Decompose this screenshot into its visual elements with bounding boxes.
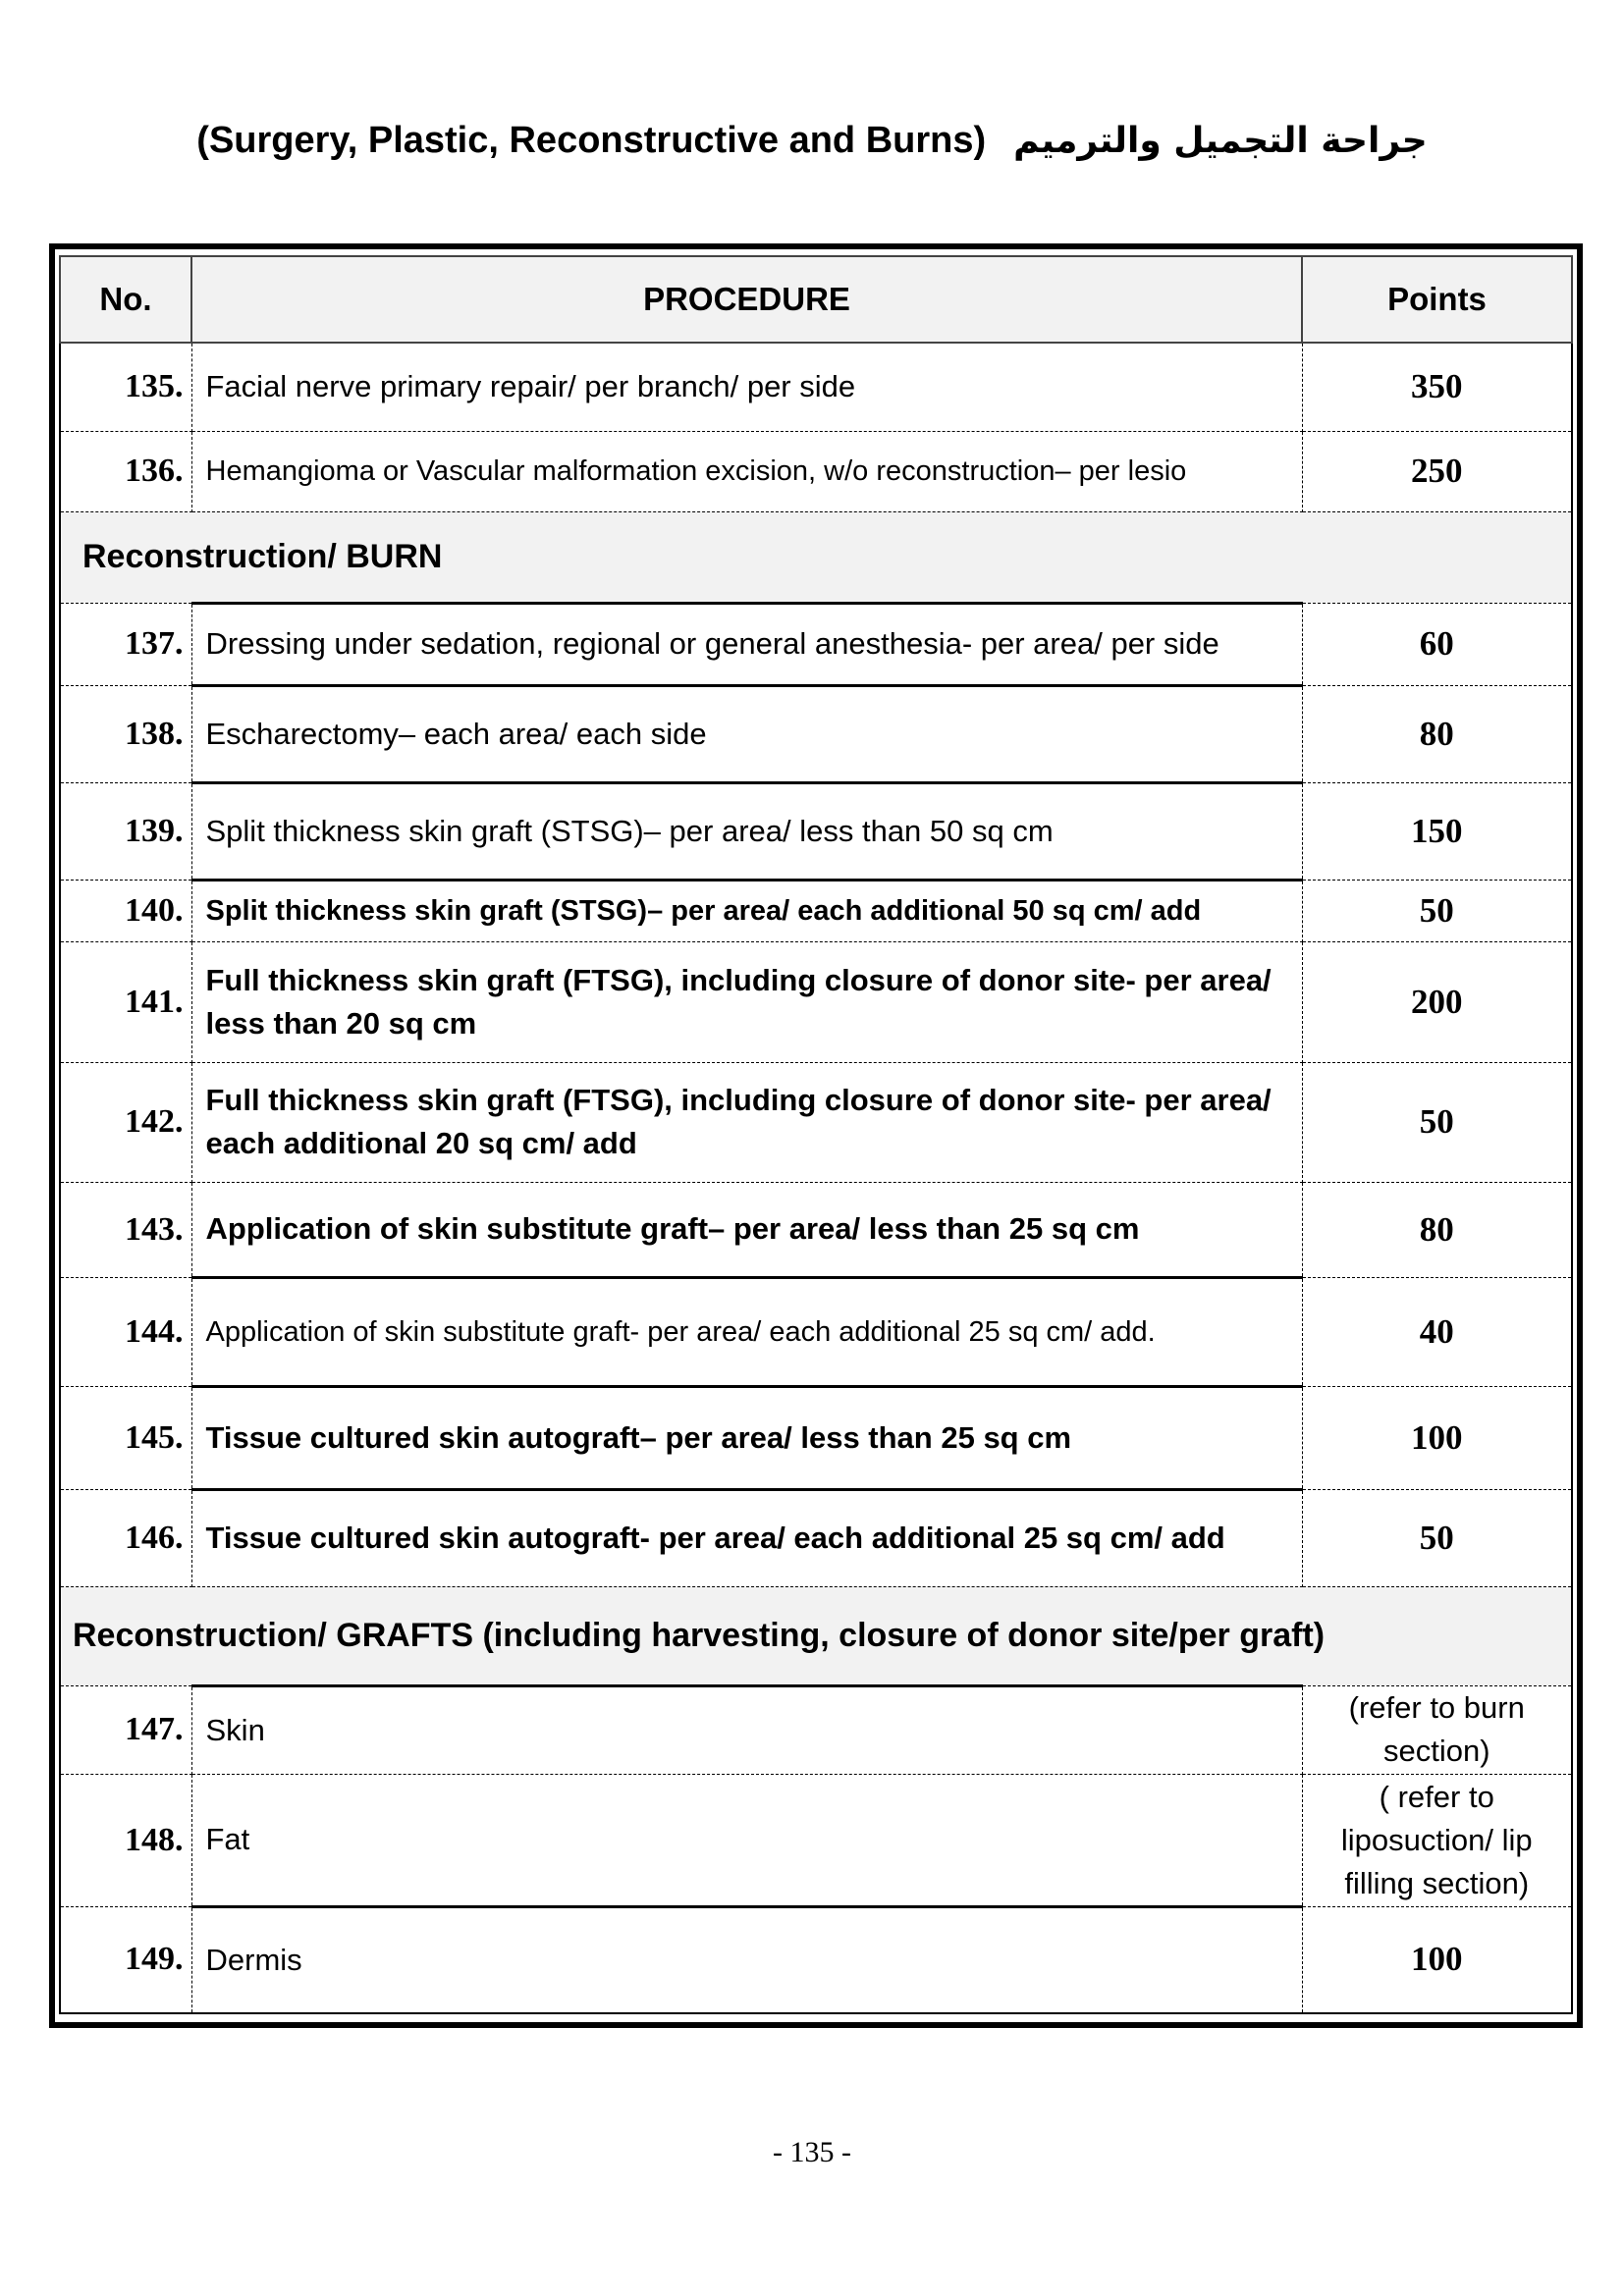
row-procedure: Hemangioma or Vascular malformation excision, w/o reconstruction– per lesio: [191, 431, 1302, 511]
section-row: [60, 511, 1572, 603]
row-no: 141.: [60, 941, 191, 1062]
title-english: (Surgery, Plastic, Reconstructive and Burns): [196, 120, 987, 161]
row-no: 143.: [60, 1182, 191, 1277]
table-header-row: [60, 256, 1572, 343]
section-heading-burn: Reconstruction/ BURN: [60, 511, 1572, 603]
row-no: 140.: [60, 880, 191, 941]
procedures-table: [59, 255, 1573, 2014]
row-points: 60: [1302, 603, 1572, 685]
section-heading-grafts: Reconstruction/ GRAFTS (including harvesting, closure of donor site/per graft): [60, 1586, 1572, 1685]
table-row: [60, 782, 1572, 880]
row-points: 50: [1302, 880, 1572, 941]
row-no: 146.: [60, 1489, 191, 1586]
table-row: [60, 1062, 1572, 1182]
row-procedure: Application of skin substitute graft- per area/ each additional 25 sq cm/ add.: [191, 1277, 1302, 1386]
row-no: 148.: [60, 1774, 191, 1906]
row-points: 350: [1302, 343, 1572, 431]
table-row: [60, 685, 1572, 782]
row-points: ( refer to liposuction/ lip filling section): [1302, 1774, 1572, 1906]
row-procedure: Tissue cultured skin autograft– per area/ less than 25 sq cm: [191, 1386, 1302, 1489]
row-procedure: Full thickness skin graft (FTSG), including closure of donor site- per area/ less than 20 sq cm: [191, 941, 1302, 1062]
row-points: 40: [1302, 1277, 1572, 1386]
table-row: [60, 1685, 1572, 1774]
row-procedure: Full thickness skin graft (FTSG), including closure of donor site- per area/ each additional 20 sq cm/ add: [191, 1062, 1302, 1182]
table-row: [60, 1386, 1572, 1489]
row-no: 142.: [60, 1062, 191, 1182]
row-no: 135.: [60, 343, 191, 431]
table-row: [60, 343, 1572, 431]
row-procedure: Skin: [191, 1685, 1302, 1774]
row-procedure: Dermis: [191, 1906, 1302, 2013]
row-points: 80: [1302, 1182, 1572, 1277]
table-row: [60, 1182, 1572, 1277]
header-procedure: PROCEDURE: [191, 256, 1302, 343]
row-no: 136.: [60, 431, 191, 511]
row-points: 200: [1302, 941, 1572, 1062]
row-procedure: Tissue cultured skin autograft- per area/ each additional 25 sq cm/ add: [191, 1489, 1302, 1586]
row-points: 50: [1302, 1062, 1572, 1182]
table-row: [60, 1906, 1572, 2013]
row-procedure: Split thickness skin graft (STSG)– per area/ less than 50 sq cm: [191, 782, 1302, 880]
section-row: [60, 1586, 1572, 1685]
row-procedure: Escharectomy– each area/ each side: [191, 685, 1302, 782]
header-points: Points: [1302, 256, 1572, 343]
row-no: 145.: [60, 1386, 191, 1489]
row-no: 138.: [60, 685, 191, 782]
row-procedure: Facial nerve primary repair/ per branch/ per side: [191, 343, 1302, 431]
row-procedure: Dressing under sedation, regional or general anesthesia- per area/ per side: [191, 603, 1302, 685]
row-procedure: Fat: [191, 1774, 1302, 1906]
table-row: [60, 1277, 1572, 1386]
table-row: [60, 431, 1572, 511]
row-no: 137.: [60, 603, 191, 685]
row-no: 144.: [60, 1277, 191, 1386]
table-row: [60, 603, 1572, 685]
table-row: [60, 1489, 1572, 1586]
row-points: 250: [1302, 431, 1572, 511]
row-no: 149.: [60, 1906, 191, 2013]
table-row: [60, 1774, 1572, 1906]
page-number: - 135 -: [773, 2136, 851, 2168]
row-points: 100: [1302, 1386, 1572, 1489]
table-row: [60, 880, 1572, 941]
page-title: [0, 120, 1624, 162]
row-points: (refer to burn section): [1302, 1685, 1572, 1774]
row-points: 50: [1302, 1489, 1572, 1586]
row-procedure: Split thickness skin graft (STSG)– per area/ each additional 50 sq cm/ add: [191, 880, 1302, 941]
row-procedure: Application of skin substitute graft– per area/ less than 25 sq cm: [191, 1182, 1302, 1277]
row-points: 100: [1302, 1906, 1572, 2013]
table-row: [60, 941, 1572, 1062]
row-points: 150: [1302, 782, 1572, 880]
title-arabic: جراحة التجميل والترميم: [1013, 121, 1428, 161]
header-no: No.: [60, 256, 191, 343]
row-points: 80: [1302, 685, 1572, 782]
row-no: 147.: [60, 1685, 191, 1774]
row-no: 139.: [60, 782, 191, 880]
